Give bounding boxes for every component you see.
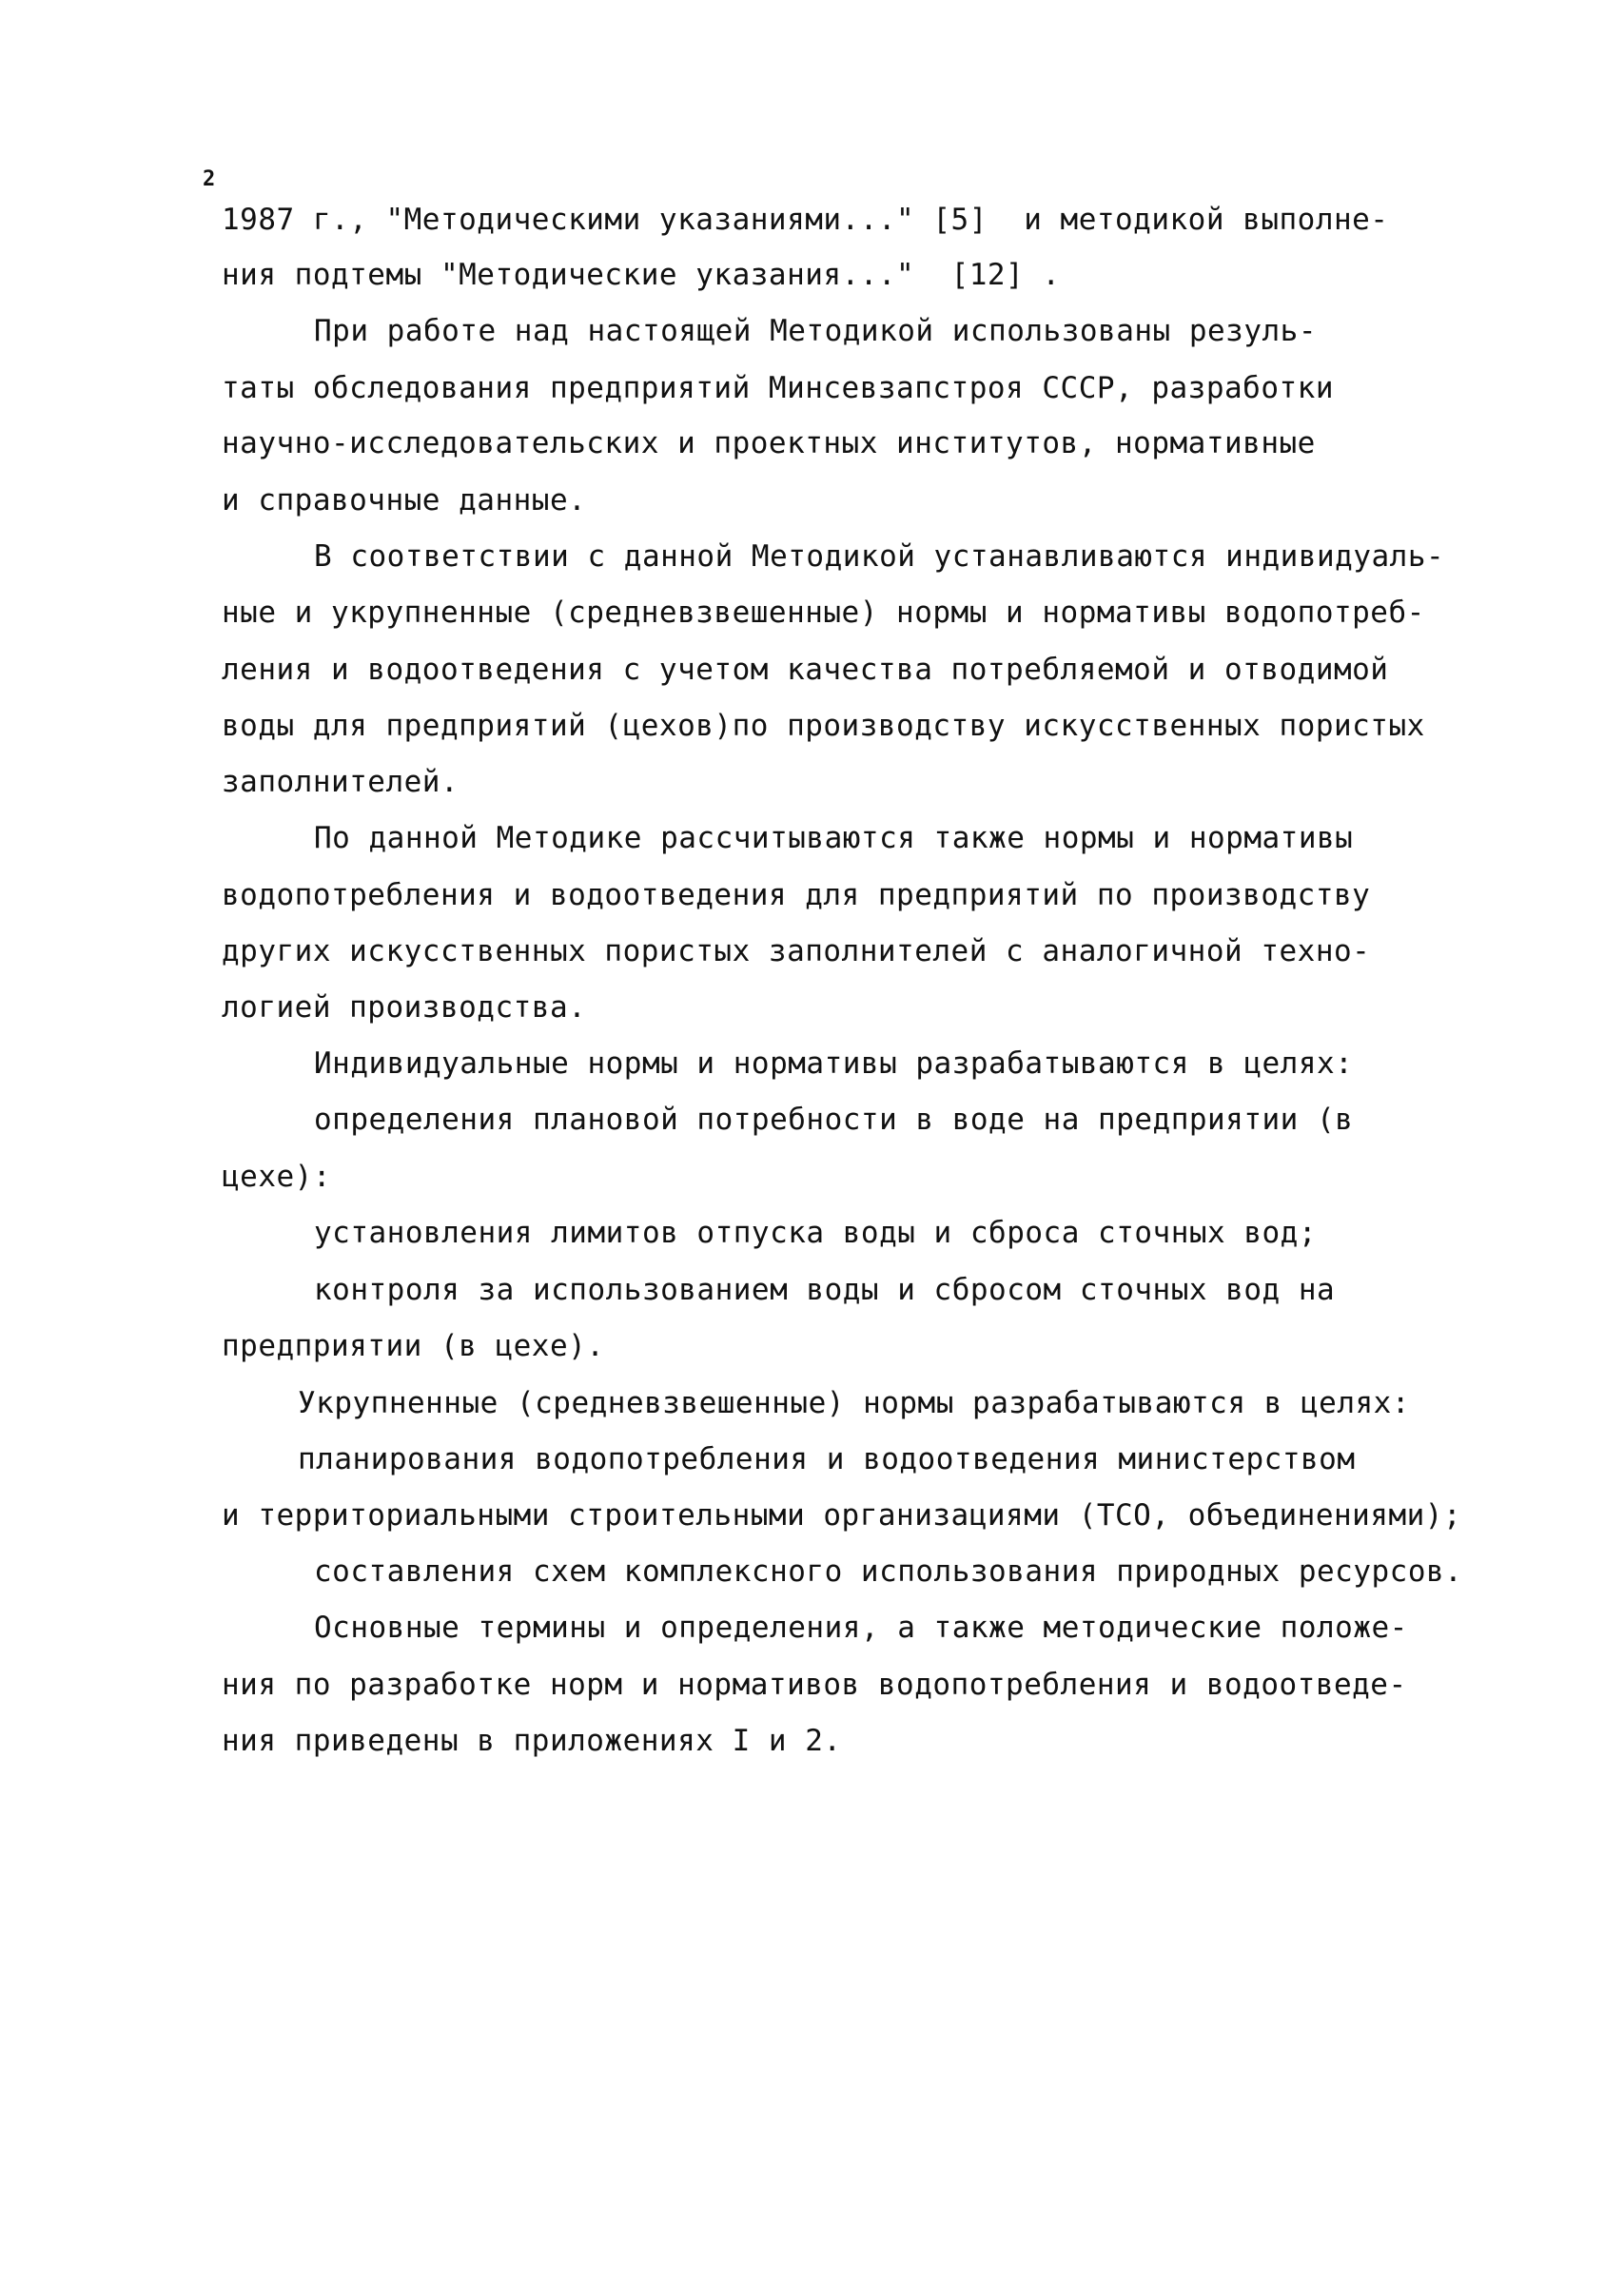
text-line: ления и водоотведения с учетом качества потребляемой и отводимой	[222, 653, 1389, 687]
text-line: ния приведены в приложениях I и 2.	[222, 1724, 842, 1758]
text-line: В соответствии с данной Методикой устанавливаются индивидуаль-	[314, 539, 1445, 574]
text-line: Основные термины и определения, а также методические положе-	[314, 1611, 1408, 1645]
text-line: При работе над настоящей Методикой использованы резуль-	[314, 314, 1317, 348]
text-line: Индивидуальные нормы и нормативы разрабатываются в целях:	[314, 1046, 1354, 1081]
text-line: планирования водопотребления и водоотведения министерством	[298, 1442, 1356, 1476]
text-line: ные и укрупненные (средневзвешенные) нормы и нормативы водопотреб-	[222, 596, 1425, 630]
text-line: научно-исследовательских и проектных институтов, нормативные	[222, 426, 1316, 460]
text-line: контроля за использованием воды и сбросом сточных вод на	[314, 1273, 1336, 1307]
text-line: установления лимитов отпуска воды и сброса сточных вод;	[314, 1216, 1317, 1250]
text-line: других искусственных пористых заполнителей с аналогичной техно-	[222, 934, 1371, 968]
page-number: 2	[203, 167, 216, 191]
text-line: ния подтемы "Методические указания..." [12] .	[222, 258, 1061, 292]
text-line: таты обследования предприятий Минсевзапстроя СССР, разработки	[222, 371, 1334, 405]
text-line: водопотребления и водоотведения для предприятий по производству	[222, 878, 1371, 912]
text-line: 1987 г., "Методическими указаниями..." [5] и методикой выполне-	[222, 203, 1389, 237]
text-line: предприятии (в цехе).	[222, 1329, 605, 1363]
text-line: воды для предприятий (цехов)по производству искусственных пористых	[222, 709, 1425, 743]
text-line: ния по разработке норм и нормативов водопотребления и водоотведе-	[222, 1668, 1407, 1702]
text-line: и справочные данные.	[222, 483, 587, 518]
text-line: логией производства.	[222, 990, 587, 1025]
text-line: и территориальными строительными организациями (ТСО, объединениями);	[222, 1498, 1462, 1533]
text-line: заполнителей.	[222, 765, 460, 799]
text-line: цехе):	[222, 1160, 331, 1194]
text-line: составления схем комплексного использования природных ресурсов.	[314, 1554, 1463, 1589]
text-line: определения плановой потребности в воде на предприятии (в	[314, 1103, 1354, 1137]
text-line: По данной Методике рассчитываются также нормы и нормативы	[314, 821, 1354, 855]
text-line: Укрупненные (средневзвешенные) нормы разрабатываются в целях:	[298, 1386, 1410, 1420]
